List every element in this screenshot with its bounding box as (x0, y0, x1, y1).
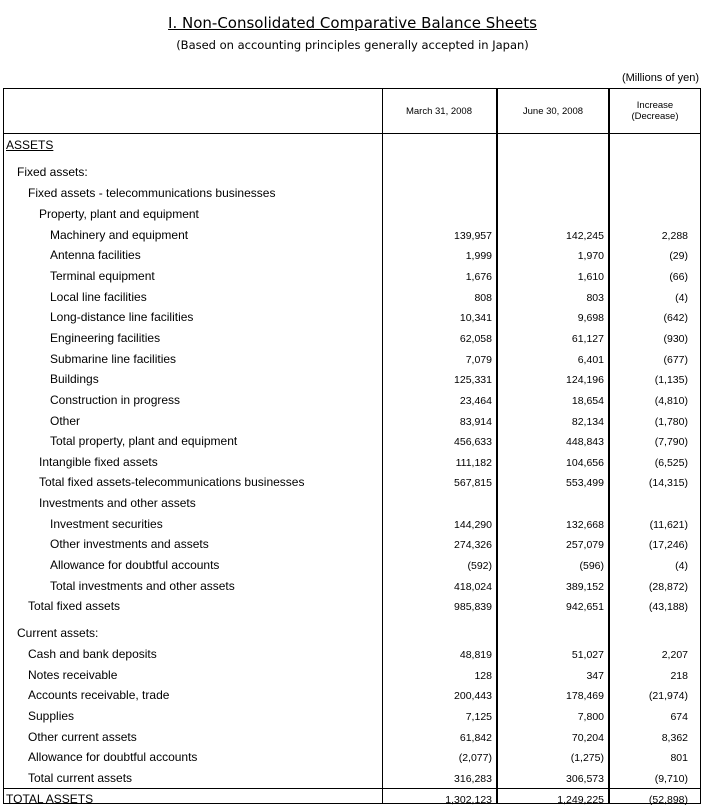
row-value-v2: 104,656 (566, 457, 604, 469)
row-value-v3: 674 (670, 711, 688, 723)
row-value-v2: 1,249,225 (557, 794, 604, 806)
row-value-v1: 144,290 (454, 519, 492, 531)
table-row (4, 644, 700, 664)
row-value-v2: 124,196 (566, 374, 604, 386)
row-label: ASSETS (6, 138, 54, 152)
row-label: Allowance for doubtful accounts (28, 750, 198, 764)
row-label: Notes receivable (28, 668, 118, 682)
row-value-v3: (66) (669, 271, 688, 283)
row-label: Investment securities (50, 517, 163, 531)
row-value-v1: 125,331 (454, 374, 492, 386)
table-row (4, 623, 700, 643)
row-value-v1: 1,999 (465, 250, 492, 262)
row-value-v2: 257,079 (566, 539, 604, 551)
row-label: Engineering facilities (50, 331, 161, 345)
row-label: Allowance for doubtful accounts (50, 558, 220, 572)
balance-sheet-table (3, 88, 701, 804)
row-value-v1: 128 (474, 670, 492, 682)
row-value-v1: 418,024 (454, 581, 492, 593)
table-header (4, 89, 700, 134)
row-value-v1: 23,464 (459, 395, 492, 407)
row-label: Terminal equipment (50, 269, 155, 283)
table-row (4, 576, 700, 596)
table-row (4, 727, 700, 747)
row-value-v3: 8,362 (661, 732, 688, 744)
row-label: Other (50, 414, 81, 428)
table-row (4, 789, 700, 809)
row-value-v3: (52,898) (648, 794, 688, 806)
table-row (4, 390, 700, 410)
row-value-v2: 6,401 (577, 354, 604, 366)
row-value-v2: 448,843 (566, 436, 604, 448)
row-value-v1: 985,839 (454, 601, 492, 613)
row-value-v2: 803 (586, 292, 604, 304)
table-row (4, 768, 700, 788)
column-header-change (610, 89, 700, 133)
row-value-v1: 808 (474, 292, 492, 304)
table-row (4, 452, 700, 472)
row-value-v1: 200,443 (454, 690, 492, 702)
row-value-v3: (11,621) (649, 519, 688, 531)
row-value-v2: 61,127 (571, 333, 604, 345)
row-value-v3: 801 (670, 752, 688, 764)
row-value-v2: 1,610 (577, 271, 604, 283)
row-label: Accounts receivable, trade (28, 688, 170, 702)
row-value-v2: 942,651 (566, 601, 604, 613)
row-value-v3: (1,780) (654, 416, 688, 428)
row-value-v2: 389,152 (566, 581, 604, 593)
table-row (4, 328, 700, 348)
row-value-v2: (596) (579, 560, 604, 572)
table-row (4, 747, 700, 767)
row-value-v3: (28,872) (648, 581, 688, 593)
row-label: Other current assets (28, 730, 137, 744)
row-value-v1: 7,079 (465, 354, 492, 366)
row-label: Current assets: (17, 626, 99, 640)
row-value-v2: 142,245 (566, 230, 604, 242)
table-row (4, 266, 700, 286)
row-label: Intangible fixed assets (39, 455, 158, 469)
total-rule (4, 788, 700, 789)
row-value-v1: 567,815 (454, 477, 492, 489)
table-row (4, 472, 700, 492)
row-value-v2: 82,134 (571, 416, 604, 428)
table-row (4, 514, 700, 534)
row-value-v2: 178,469 (566, 690, 604, 702)
table-row (4, 411, 700, 431)
row-value-v1: 456,633 (454, 436, 492, 448)
row-value-v3: (4,810) (654, 395, 688, 407)
row-label: Long-distance line facilities (50, 310, 194, 324)
row-label: Property, plant and equipment (39, 207, 199, 221)
row-value-v1: 274,326 (454, 539, 492, 551)
table-row (4, 706, 700, 726)
row-value-v2: (1,275) (570, 752, 604, 764)
table-row (4, 685, 700, 705)
row-value-v1: (592) (467, 560, 492, 572)
table-row (4, 493, 700, 513)
row-label: Supplies (28, 709, 75, 723)
units-label: (Millions of yen) (621, 72, 699, 84)
row-value-v2: 18,654 (571, 395, 604, 407)
row-label: Other investments and assets (50, 537, 209, 551)
table-row (4, 204, 700, 224)
row-label: Buildings (50, 372, 99, 386)
row-value-v3: (6,525) (654, 457, 688, 469)
row-label: Fixed assets: (17, 165, 88, 179)
row-value-v2: 132,668 (566, 519, 604, 531)
row-value-v3: (14,315) (648, 477, 688, 489)
table-row (4, 307, 700, 327)
table-row (4, 245, 700, 265)
page-title: I. Non-Consolidated Comparative Balance Sheets (168, 14, 537, 32)
table-row (4, 665, 700, 685)
row-value-v3: (1,135) (654, 374, 688, 386)
row-label: Total fixed assets (28, 599, 121, 613)
row-value-v1: 1,676 (465, 271, 492, 283)
row-value-v1: 1,302,123 (445, 794, 492, 806)
row-value-v2: 553,499 (566, 477, 604, 489)
row-label: Local line facilities (50, 290, 147, 304)
row-value-v2: 347 (586, 670, 604, 682)
row-label: Submarine line facilities (50, 352, 177, 366)
table-row (4, 183, 700, 203)
row-value-v3: (21,974) (648, 690, 688, 702)
row-label: Machinery and equipment (50, 228, 189, 242)
table-row (4, 162, 700, 182)
row-value-v2: 1,970 (577, 250, 604, 262)
row-value-v3: (29) (669, 250, 688, 262)
page-subtitle: (Based on accounting principles generally accepted in Japan) (176, 38, 529, 52)
row-value-v2: 51,027 (571, 649, 604, 661)
row-label: Total investments and other assets (50, 579, 235, 593)
table-row (4, 225, 700, 245)
row-value-v1: 10,341 (459, 312, 492, 324)
row-label: Cash and bank deposits (28, 647, 157, 661)
row-value-v3: 2,288 (661, 230, 688, 242)
table-row (4, 431, 700, 451)
column-header-change-line1: Increase (636, 100, 674, 111)
row-value-v2: 7,800 (577, 711, 604, 723)
row-value-v3: (642) (663, 312, 688, 324)
row-value-v1: 316,283 (454, 773, 492, 785)
row-value-v1: 139,957 (454, 230, 492, 242)
table-row (4, 349, 700, 369)
row-value-v1: 83,914 (459, 416, 492, 428)
row-value-v3: (43,188) (648, 601, 688, 613)
row-value-v1: (2,077) (458, 752, 492, 764)
row-label: Total current assets (28, 771, 133, 785)
row-label: Total property, plant and equipment (50, 434, 238, 448)
table-row (4, 534, 700, 554)
row-value-v1: 7,125 (465, 711, 492, 723)
row-value-v1: 111,182 (455, 457, 492, 469)
row-value-v3: (9,710) (654, 773, 688, 785)
table-row (4, 369, 700, 389)
column-header-change-line2: (Decrease) (631, 111, 679, 122)
row-value-v3: (7,790) (654, 436, 688, 448)
row-label: Total fixed assets-telecommunications businesses (39, 475, 305, 489)
row-label: TOTAL ASSETS (6, 792, 94, 806)
row-value-v2: 9,698 (577, 312, 604, 324)
row-value-v1: 48,819 (459, 649, 492, 661)
column-header-june: June 30, 2008 (522, 105, 584, 117)
row-label: Investments and other assets (39, 496, 196, 510)
table-row (4, 135, 700, 155)
table-row (4, 555, 700, 575)
row-value-v3: (930) (663, 333, 688, 345)
column-header-march: March 31, 2008 (405, 105, 472, 117)
table-row (4, 596, 700, 616)
table-row (4, 287, 700, 307)
row-value-v3: (4) (675, 560, 688, 572)
row-value-v3: (17,246) (648, 539, 688, 551)
row-value-v3: (677) (663, 354, 688, 366)
row-value-v3: (4) (675, 292, 688, 304)
row-label: Antenna facilities (50, 248, 141, 262)
row-value-v3: 2,207 (661, 649, 688, 661)
row-value-v1: 61,842 (459, 732, 492, 744)
row-value-v2: 306,573 (566, 773, 604, 785)
row-value-v1: 62,058 (459, 333, 492, 345)
row-value-v2: 70,204 (571, 732, 604, 744)
row-label: Construction in progress (50, 393, 181, 407)
row-label: Fixed assets - telecommunications businesses (28, 186, 276, 200)
row-value-v3: 218 (670, 670, 688, 682)
